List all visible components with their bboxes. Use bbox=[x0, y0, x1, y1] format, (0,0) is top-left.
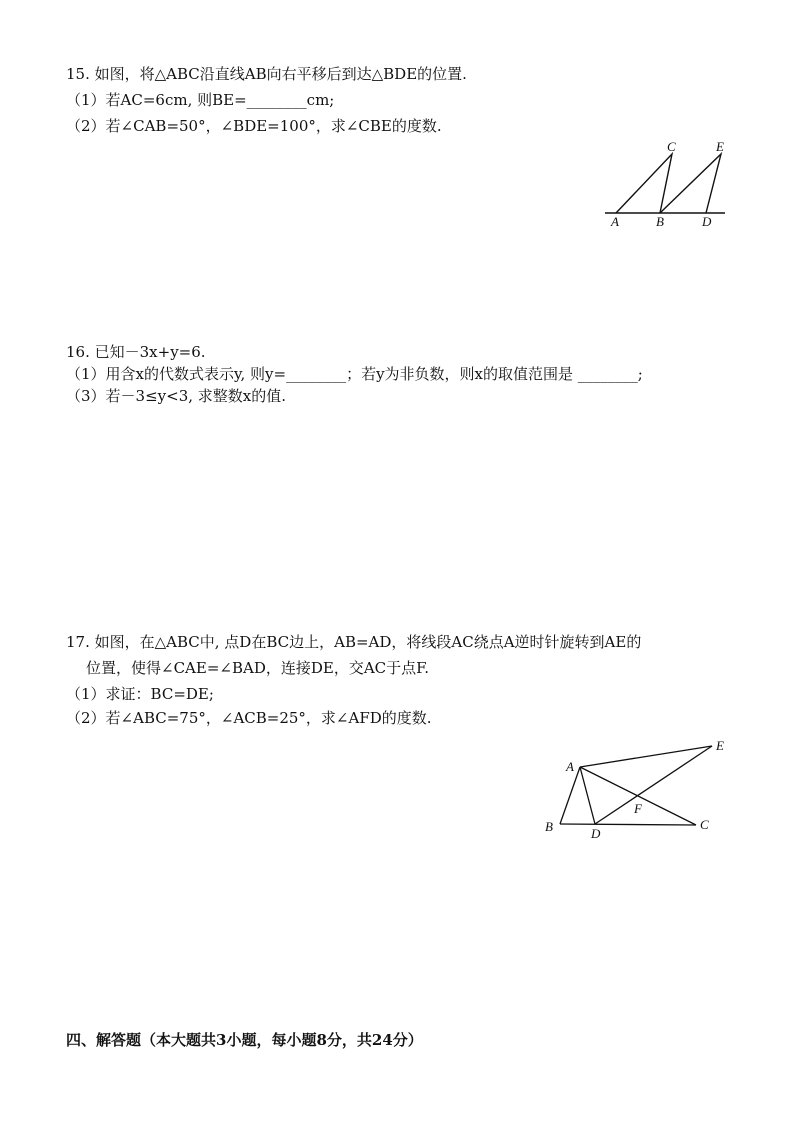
q17-label-b: B bbox=[545, 819, 553, 834]
q17-part2: （2）若∠ABC=75°，∠ACB=25°，求∠AFD的度数. bbox=[66, 709, 432, 727]
q17-stem-cont: 位置，使得∠CAE=∠BAD，连接DE，交AC于点F. bbox=[86, 659, 429, 677]
q15-stem: 15. 如图，将△ABC沿直线AB向右平移后到达△BDE的位置. bbox=[66, 65, 467, 83]
q17-rotation-figure bbox=[540, 734, 740, 844]
q15-part1: （1）若AC=6cm, 则BE=________cm; bbox=[66, 91, 335, 109]
q17-label-a: A bbox=[566, 759, 574, 774]
q17-label-d: D bbox=[591, 826, 601, 841]
q15-label-e: E bbox=[716, 140, 724, 154]
q15-label-c: C bbox=[667, 140, 676, 154]
q15-triangle-abc bbox=[616, 154, 672, 213]
q15-triangle-bde bbox=[660, 154, 721, 213]
q16-part1: （1）用含x的代数式表示y, 则y=________；若y为非负数，则x的取值范围是 ________; bbox=[66, 365, 643, 383]
q17-part1: （1）求证：BC=DE; bbox=[66, 685, 214, 703]
q17-segment-de bbox=[595, 746, 712, 824]
q15-part2: （2）若∠CAB=50°，∠BDE=100°，求∠CBE的度数. bbox=[66, 117, 442, 135]
q16-part3: （3）若－3≤y<3, 求整数x的值. bbox=[66, 387, 287, 405]
q17-label-e: E bbox=[716, 738, 724, 753]
q17-label-c: C bbox=[700, 817, 709, 832]
q17-segment-ab bbox=[560, 767, 580, 824]
q17-segment-ad bbox=[580, 767, 595, 824]
q17-stem: 17. 如图，在△ABC中, 点D在BC边上，AB=AD，将线段AC绕点A逆时针旋转到AE的 bbox=[66, 633, 642, 651]
q15-label-a: A bbox=[611, 214, 619, 229]
q15-label-d: D bbox=[702, 214, 712, 229]
q17-label-f: F bbox=[634, 801, 642, 816]
q16-stem: 16. 已知－3x+y=6. bbox=[66, 343, 206, 361]
q17-segment-ae bbox=[580, 746, 712, 767]
section-4-title: 四、解答题（本大题共3小题，每小题8分，共24分） bbox=[66, 1031, 423, 1049]
q15-translation-figure bbox=[600, 140, 730, 230]
q17-segment-bc bbox=[560, 824, 696, 825]
q15-label-b: B bbox=[656, 214, 664, 229]
